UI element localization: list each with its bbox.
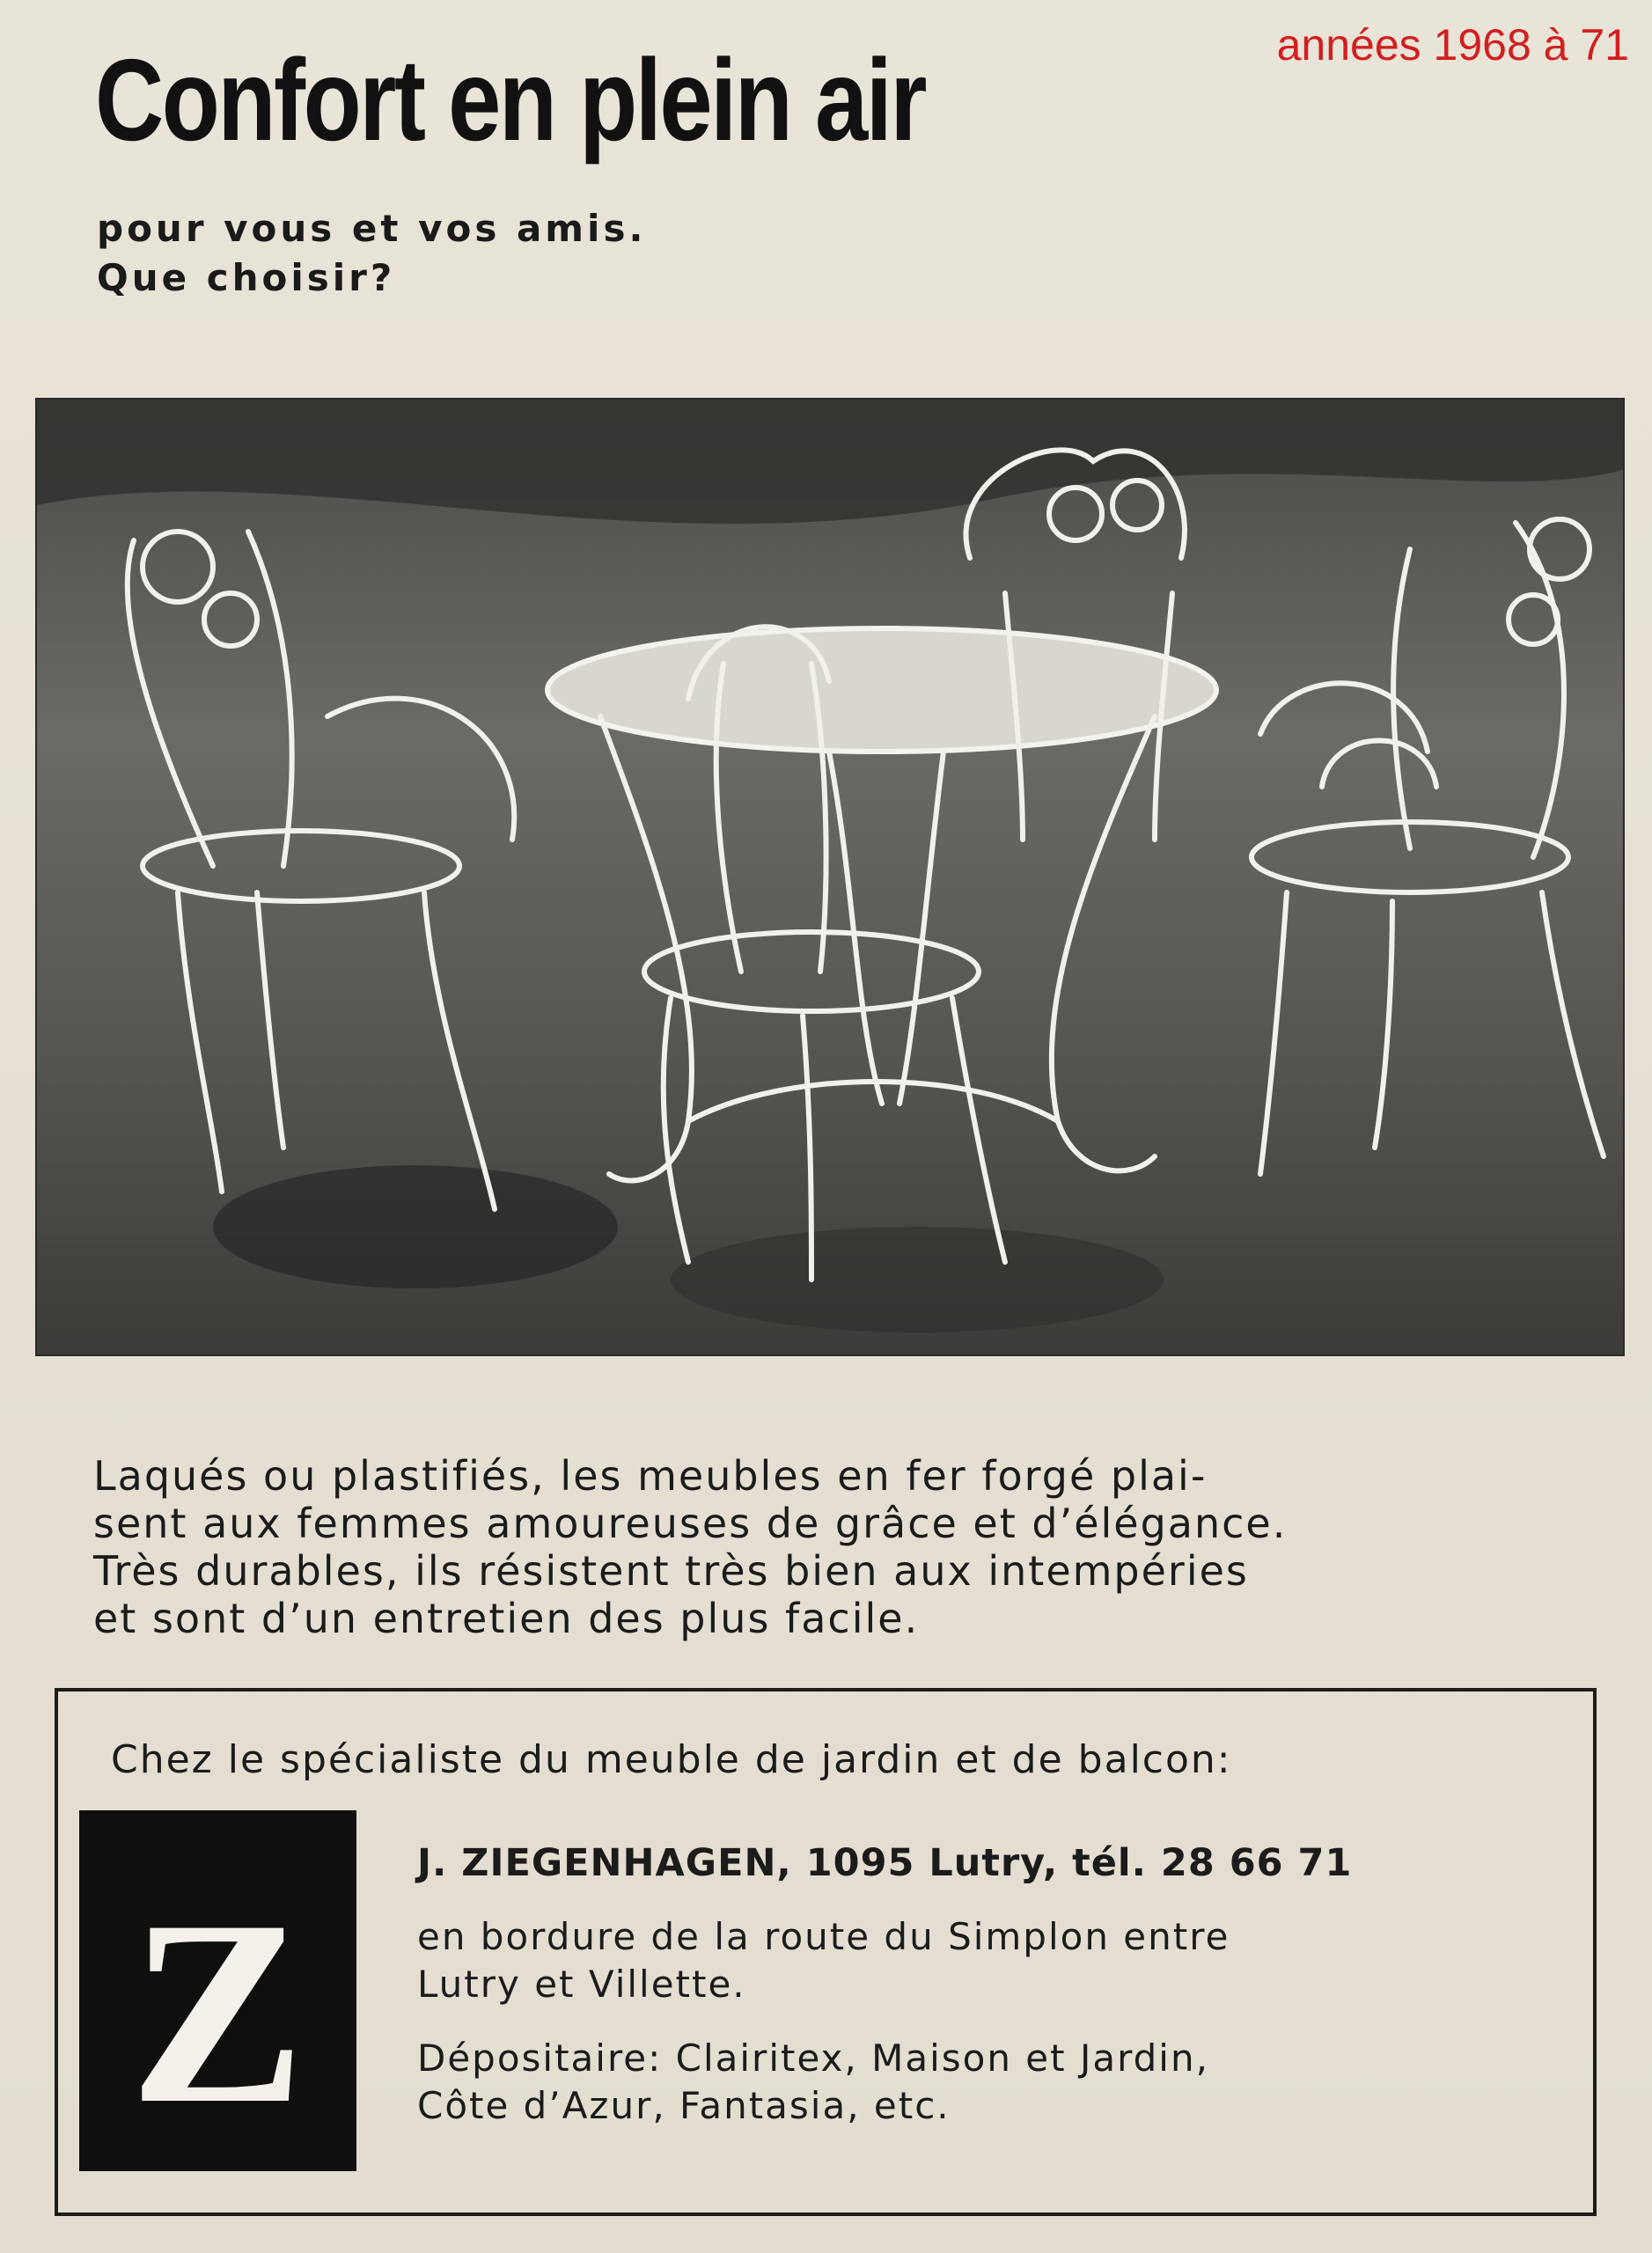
subtitle-line: Que choisir? (97, 256, 396, 299)
logo-letter: Z (128, 1866, 306, 2158)
body-line: Très durables, ils résistent très bien aux intempéries (93, 1547, 1249, 1595)
retailer-info (417, 1839, 1561, 2130)
retailer-name: J. ZIEGENHAGEN, 1095 Lutry, tél. 28 66 71 (417, 1841, 1353, 1885)
ad-body-text (93, 1452, 1576, 1642)
z-logo-mark (79, 1810, 356, 2171)
dealers-line: Côte d’Azur, Fantasia, etc. (417, 2084, 951, 2127)
body-line: et sont d’un entretien des plus facile. (93, 1595, 920, 1642)
ad-subtitle (97, 204, 646, 303)
retailer-intro: Chez le spécialiste du meuble de jardin et de balcon: (111, 1737, 1232, 1782)
dealers-line: Dépositaire: Clairitex, Maison et Jardin, (417, 2037, 1209, 2080)
body-line: Laqués ou plastifiés, les meubles en fer forgé plai- (93, 1452, 1208, 1500)
retailer-dealers (417, 2035, 1561, 2130)
ad-headline: Confort en plein air (95, 35, 926, 165)
garden-furniture-photo (35, 398, 1625, 1356)
retailer-address (417, 1913, 1561, 2008)
ziegenhagen-logo (79, 1810, 356, 2171)
address-line: Lutry et Villette. (417, 1963, 746, 2006)
subtitle-line: pour vous et vos amis. (97, 207, 647, 250)
photo-illustration (37, 400, 1623, 1354)
date-annotation: années 1968 à 71 (1276, 20, 1629, 70)
body-line: sent aux femmes amoureuses de grâce et d’élégance. (93, 1500, 1288, 1547)
retailer-box (55, 1688, 1597, 2216)
address-line: en bordure de la route du Simplon entre (417, 1915, 1230, 1958)
